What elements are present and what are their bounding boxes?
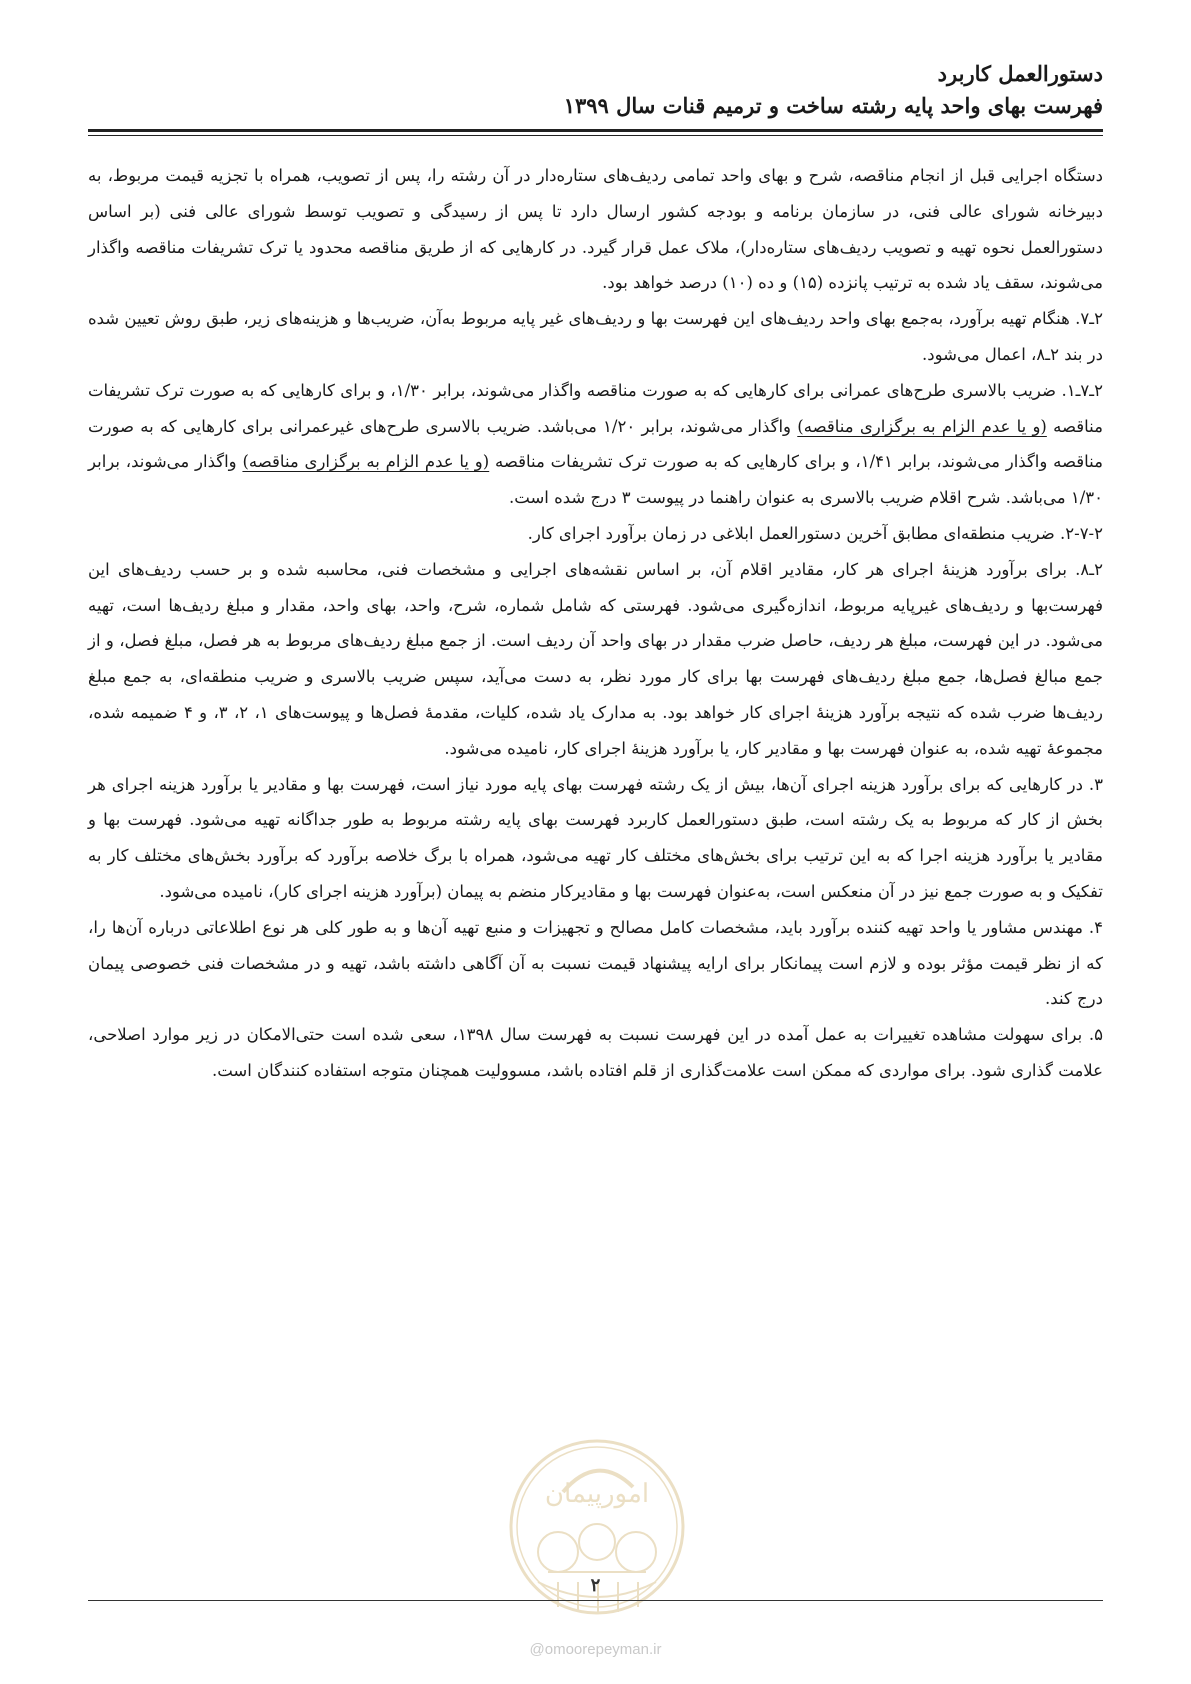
paragraph-2-7-1-part-c: واگذار می‌شوند، برابر ۱/۳۰ می‌باشد. شرح اقلام ضریب بالاسری به عنوان راهنما در پیوست ۳ درج شده است. [88,452,1103,508]
paragraph-intro: دستگاه اجرایی قبل از انجام مناقصه، شرح و بهای واحد تمامی ردیف‌های ستاره‌دار در آن رشته را، پس از تصویب، همراه با تجزیه قیمت مربوط، به دبیرخانه شورای عالی فنی، در سازمان برنامه و بودجه کشور ارسال دارد تا پس از رسیدگی و تصویب توسط شورای عالی فنی (بر اساس دستورالعمل نحوه تهیه و تصویب ردیف‌های ستاره‌دار)، ملاک عمل قرار گیرد. در کارهایی که از طریق مناقصه محدود یا ترک تشریفات مناقصه واگذار می‌شوند، سقف یاد شده به ترتیب پانزده (۱۵) و ده (۱۰) درصد خواهد بود. [88,166,1103,293]
paragraph-2-7-1-part-a: ۲ـ۷ـ۱. ضریب بالاسری طرح‌های عمرانی برای کارهایی که به صورت مناقصه واگذار می‌شوند، برابر ۱/۳۰، و برای کارهایی که به صورت ترک تشریفات مناقصه [88,380,1104,436]
underlined-phrase-2: (و یا عدم الزام به برگزاری مناقصه) [242,452,490,472]
page-number: ۲ [590,1575,601,1596]
page-header [88,58,1103,122]
paragraph-3: ۳. در کارهایی که برای برآورد هزینه اجرای آن‌ها، بیش از یک رشته فهرست بهای پایه مورد نیاز است، فهرست بها و مقادیر یا برآورد هزینه اجرای هر بخش از کار که مربوط به یک رشته است، طبق دستورالعمل کاربرد فهرست بهای پایه رشته مربوط به طور جداگانه تهیه می‌شود. فهرست بها و مقادیر یا برآورد هزینه اجرا که به این ترتیب برای بخش‌های مختلف کار تهیه می‌شود، همراه با برگ خلاصه برآورد که برآورد بخش‌های مختلف کار به تفکیک و به صورت جمع نیز در آن منعکس است، به‌عنوان فهرست بها و مقادیرکار منضم به پیمان (برآورد هزینه اجرای کار)، نامیده می‌شود. [88,774,1103,901]
header-title: دستورالعمل کاربرد [937,61,1103,86]
underlined-phrase-1: (و یا عدم الزام به برگزاری مناقصه) [797,416,1047,436]
paragraph-2-7-1 [88,373,1103,516]
paragraph-2-7-2: ۲-۷-۲. ضریب منطقه‌ای مطابق آخرین دستورالعمل ابلاغی در زمان برآورد اجرای کار. [527,523,1103,543]
header-rule-thick [88,129,1103,132]
paragraph-2-7: ۲ـ۷. هنگام تهیه برآورد، به‌جمع بهای واحد ردیف‌های این فهرست بها و ردیف‌های غیر پایه مربوط به‌آن، ضریب‌ها و هزینه‌های زیر، طبق روش تعیین شده در بند ۲ـ۸، اعمال می‌شود. [88,309,1103,364]
footer-rule [88,1600,1103,1601]
header-rule-thin [88,135,1103,136]
watermark-text: @omoorepeyman.ir [529,1641,662,1658]
paragraph-2-8: ۲ـ۸. برای برآورد هزینهٔ اجرای هر کار، مقادیر اقلام آن، بر اساس نقشه‌های اجرایی و مشخصات فنی، محاسبه شده و بر حسب ردیف‌های این فهرست‌بها و ردیف‌های غیرپایه مربوط، اندازه‌گیری می‌شود. فهرستی که شامل شماره، شرح، واحد، بهای واحد، مقدار و مبلغ ردیف‌ها است، تهیه می‌شود. در این فهرست، مبلغ هر ردیف، حاصل ضرب مقدار در بهای واحد آن ردیف است. از جمع مبلغ ردیف‌های مربوط به هر فصل، مبلغ فصل، و از جمع مبالغ فصل‌ها، جمع مبلغ ردیف‌های فهرست بها برای کار مورد نظر، به دست می‌آید، سپس ضریب بالاسری و ضریب منطقه‌ای، به جمع مبلغ ردیف‌ها ضرب شده که نتیجه برآورد هزینهٔ اجرای کار خواهد بود. به مدارک یاد شده، کلیات، مقدمهٔ فصل‌ها و پیوست‌های ۱، ۲، ۳، و ۴ ضمیمه شده، مجموعهٔ تهیه شده، به عنوان فهرست بها و مقادیر کار، یا برآورد هزینهٔ اجرای کار، نامیده می‌شود. [88,559,1103,758]
header-subtitle: فهرست بهای واحد پایه رشته ساخت و ترمیم قنات سال ۱۳۹۹ [563,93,1103,118]
paragraph-4: ۴. مهندس مشاور یا واحد تهیه کننده برآورد باید، مشخصات کامل مصالح و تجهیزات و منبع تهیه آن‌ها و به طور کلی هر نوع اطلاعاتی درباره آن‌ها را، که از نظر قیمت مؤثر بوده و لازم است پیمانکار برای ارایه پیشنهاد قیمت نسبت به آن آگاهی داشته باشد، تهیه و در مشخصات فنی خصوصی پیمان درج کند. [88,917,1103,1009]
paragraph-2-7-1-part-b: واگذار می‌شوند، برابر ۱/۲۰ می‌باشد. ضریب بالاسری طرح‌های غیرعمرانی برای کارهایی که به صورت مناقصه واگذار می‌شوند، برابر ۱/۴۱، و برای کارهایی که به صورت ترک تشریفات مناقصه [88,416,1104,472]
watermark-logo-text: امورپیمان [544,1479,650,1509]
paragraph-5: ۵. برای سهولت مشاهده تغییرات به عمل آمده در این فهرست نسبت به فهرست سال ۱۳۹۸، سعی شده است حتی‌الامکان در زیر موارد اصلاحی، علامت گذاری شود. برای مواردی که ممکن است علامت‌گذاری از قلم افتاده باشد، مسوولیت همچنان متوجه استفاده کنندگان است. [88,1025,1103,1080]
document-body [88,158,1103,1089]
